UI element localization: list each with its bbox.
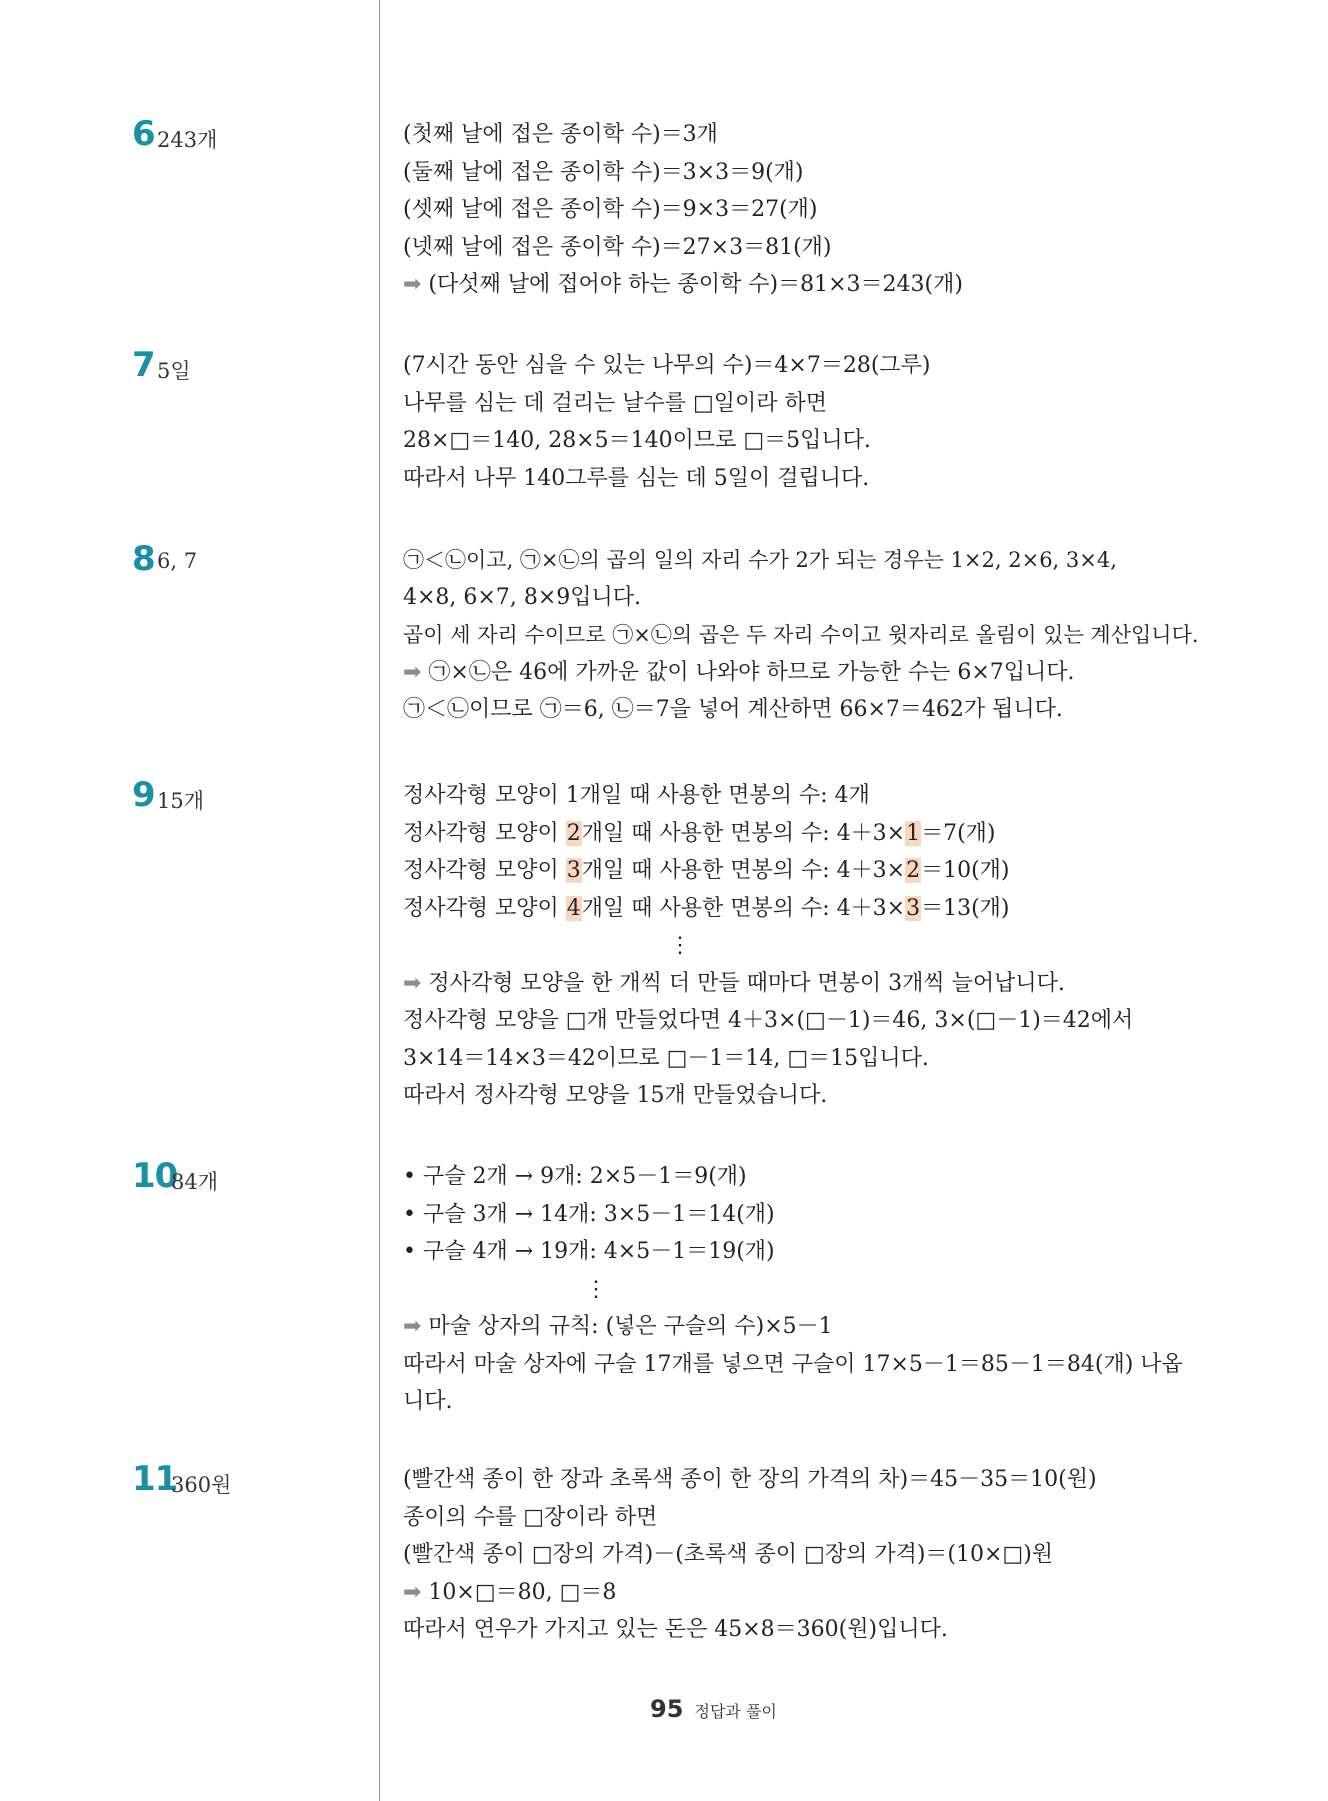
solution-line: ㉠＜㉡이고, ㉠×㉡의 곱의 일의 자리 수가 2가 되는 경우는 1×2, 2×6, 3×4,	[403, 548, 1117, 572]
solution-line: • 구슬 3개 → 14개: 3×5－1＝14(개)	[403, 1201, 775, 1227]
conclusion-line: ➡ (다섯째 날에 접어야 하는 종이학 수)＝81×3＝243(개)	[403, 272, 963, 297]
solution-line: 정사각형 모양을 □개 만들었다면 4＋3×(□－1)＝46, 3×(□－1)＝42에서	[403, 1008, 1134, 1033]
arrow-right-icon: ➡	[403, 659, 422, 685]
problem-number: 7	[132, 345, 155, 385]
solution-line: 3×14＝14×3＝42이므로 □－1＝14, □＝15입니다.	[403, 1045, 929, 1071]
page-number: 95	[650, 1695, 684, 1723]
vertical-ellipsis: ⋮	[585, 1276, 607, 1302]
answer: 5일	[157, 359, 191, 383]
conclusion-line: ➡ 마술 상자의 규칙: (넣은 구슬의 수)×5－1	[403, 1314, 833, 1339]
arrow-right-icon: ➡	[403, 970, 422, 996]
solution-line: (빨간색 종이 한 장과 초록색 종이 한 장의 가격의 차)＝45－35＝10(원)	[403, 1467, 1097, 1492]
highlighted-number: 4	[566, 895, 581, 921]
solution-line: 정사각형 모양이 3개일 때 사용한 면봉의 수: 4＋3×2＝10(개)	[403, 858, 1010, 883]
solution-line: 따라서 나무 140그루를 심는 데 5일이 걸립니다.	[403, 465, 870, 491]
solution	[403, 1467, 1203, 1655]
solution-line: • 구슬 2개 → 9개: 2×5－1＝9(개)	[403, 1164, 747, 1189]
solution-line: (둘째 날에 접은 종이학 수)＝3×3＝9(개)	[403, 159, 804, 185]
solution-line: 종이의 수를 □장이라 하면	[403, 1504, 658, 1530]
solution-line: 정사각형 모양이 1개일 때 사용한 면봉의 수: 4개	[403, 783, 870, 808]
arrow-right-icon: ➡	[403, 1579, 422, 1605]
solution-line: 니다.	[403, 1389, 453, 1414]
solution-line: (넷째 날에 접은 종이학 수)＝27×3＝81(개)	[403, 234, 832, 260]
solution-line: ㉠＜㉡이므로 ㉠＝6, ㉡＝7을 넣어 계산하면 66×7＝462가 됩니다.	[403, 697, 1063, 722]
solution-line: 28×□＝140, 28×5＝140이므로 □＝5입니다.	[403, 428, 871, 453]
arrow-right-icon: ➡	[403, 272, 422, 297]
problem-number: 9	[132, 775, 155, 815]
highlighted-number: 3	[906, 895, 921, 921]
answer: 360원	[171, 1473, 232, 1497]
page-label: 정답과 풀이	[694, 1702, 777, 1721]
conclusion-line: ➡ 정사각형 모양을 한 개씩 더 만들 때마다 면봉이 3개씩 늘어납니다.	[403, 970, 1065, 996]
solution-line: • 구슬 4개 → 19개: 4×5－1＝19(개)	[403, 1239, 775, 1264]
solution-line: (7시간 동안 심을 수 있는 나무의 수)＝4×7＝28(그루)	[403, 353, 931, 378]
solution-line: 곱이 세 자리 수이므로 ㉠×㉡의 곱은 두 자리 수이고 윗자리로 올림이 있는 계산입니다.	[403, 623, 1199, 647]
problem-number: 10	[132, 1156, 178, 1196]
highlighted-number: 3	[566, 858, 581, 883]
solution-line: 나무를 심는 데 걸리는 날수를 □일이라 하면	[403, 390, 828, 416]
solution-line: 정사각형 모양이 2개일 때 사용한 면봉의 수: 4＋3×1＝7(개)	[403, 820, 996, 846]
solution-line: 4×8, 6×7, 8×9입니다.	[403, 584, 642, 610]
page-footer	[650, 1695, 777, 1723]
solution-line: 정사각형 모양이 4개일 때 사용한 면봉의 수: 4＋3×3＝13(개)	[403, 895, 1010, 921]
answer: 6, 7	[157, 549, 198, 573]
column-divider	[379, 0, 380, 1801]
highlighted-number: 1	[906, 820, 921, 846]
solution-line: 따라서 연우가 가지고 있는 돈은 45×8＝360(원)입니다.	[403, 1617, 948, 1642]
solution-line: (빨간색 종이 □장의 가격)－(초록색 종이 □장의 가격)＝(10×□)원	[403, 1542, 1054, 1567]
solution-line: 따라서 정사각형 모양을 15개 만들었습니다.	[403, 1083, 828, 1108]
solution	[403, 1164, 1203, 1427]
solution	[403, 122, 1203, 310]
highlighted-number: 2	[566, 820, 581, 846]
solution	[403, 353, 1203, 503]
problem-number: 8	[132, 539, 155, 579]
solution-line: (첫째 날에 접은 종이학 수)＝3개	[403, 122, 718, 147]
conclusion-line: ➡ ㉠×㉡은 46에 가까운 값이 나와야 하므로 가능한 수는 6×7입니다.	[403, 659, 1075, 685]
problem-number: 11	[132, 1459, 178, 1499]
solution	[403, 547, 1203, 735]
solution-line: 따라서 마술 상자에 구슬 17개를 넣으면 구슬이 17×5－1＝85－1＝84(개) 나옵	[403, 1351, 1183, 1377]
arrow-right-icon: ➡	[403, 1314, 422, 1339]
solution-line: (셋째 날에 접은 종이학 수)＝9×3＝27(개)	[403, 197, 818, 222]
problem-number: 6	[132, 114, 155, 154]
solution	[403, 783, 1203, 1121]
vertical-ellipsis: ⋮	[669, 933, 691, 958]
highlighted-number: 2	[906, 858, 921, 883]
answer: 84개	[171, 1170, 219, 1194]
answer: 15개	[157, 789, 205, 813]
answer: 243개	[157, 128, 218, 152]
conclusion-line: ➡ 10×□＝80, □＝8	[403, 1579, 617, 1605]
